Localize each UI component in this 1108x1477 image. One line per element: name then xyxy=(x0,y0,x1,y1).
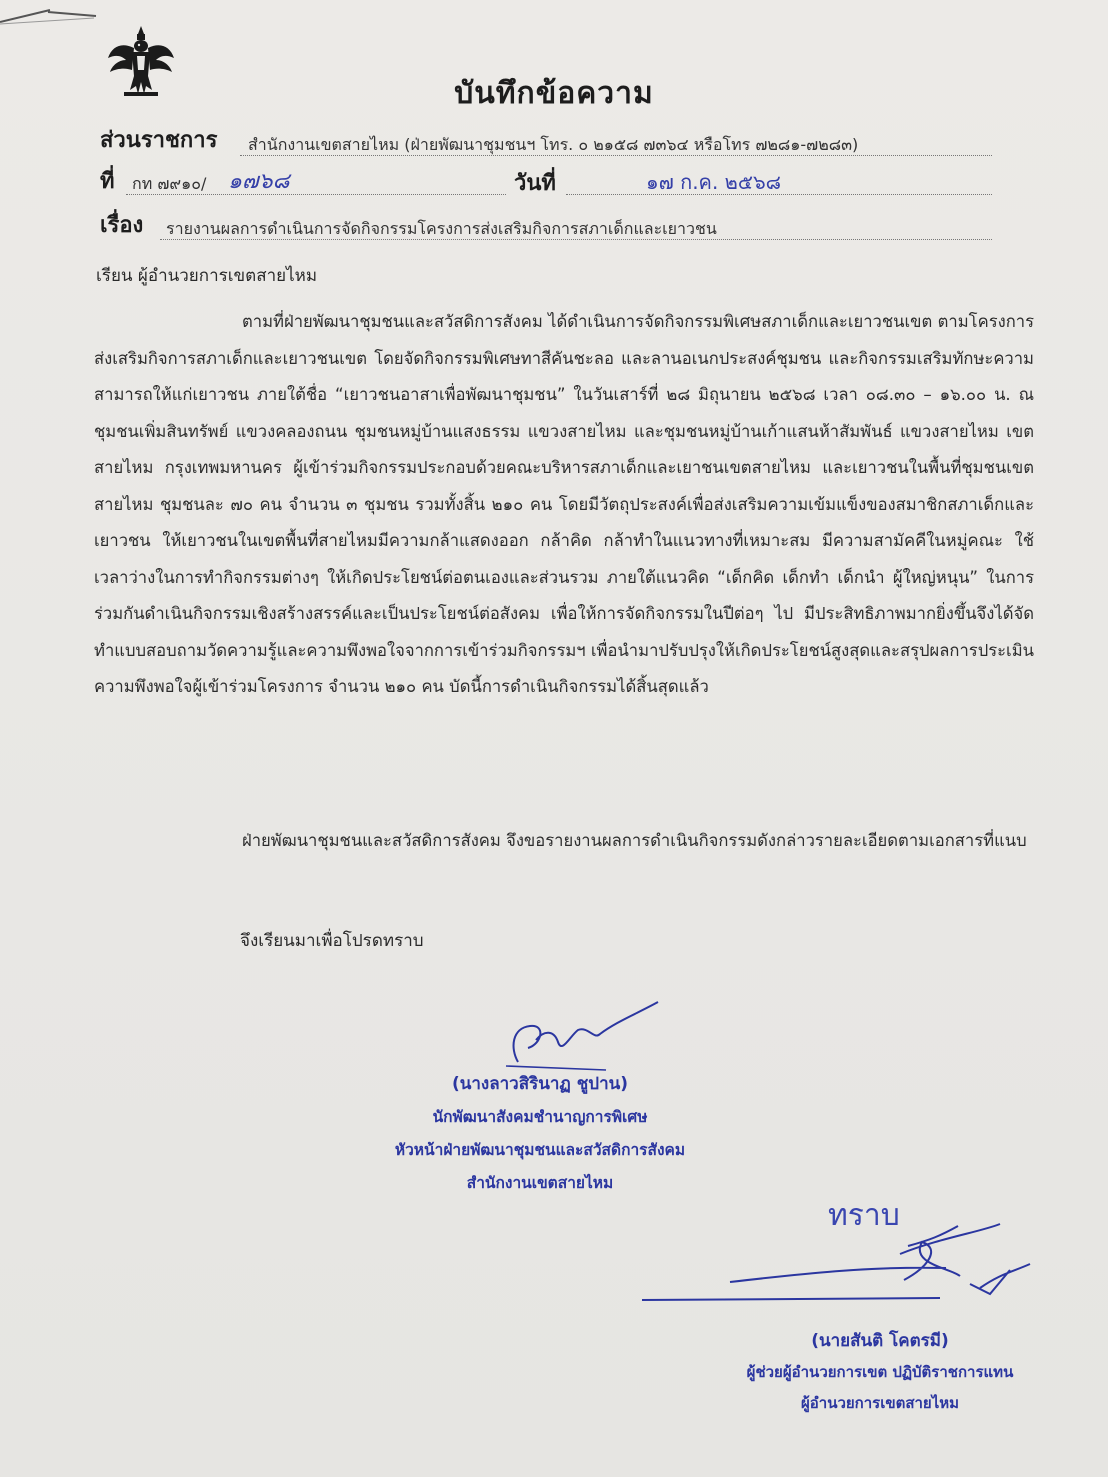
body-paragraph-2: ฝ่ายพัฒนาชุมชนและสวัสดิการสังคม จึงขอรายงานผลการดำเนินกิจกรรมดังกล่าวรายละเอียดตามเอกสารที่แนบ xyxy=(242,831,1027,850)
closing-phrase: จึงเรียนมาเพื่อโปรดทราบ xyxy=(240,931,424,951)
agency-label: ส่วนราชการ xyxy=(100,128,218,153)
signature-2-scribble xyxy=(640,1214,1040,1314)
acknowledged-handwriting: ทราบ xyxy=(828,1198,900,1233)
signatory-2-position: ผู้ช่วยผู้อำนวยการเขต ปฏิบัติราชการแทน xyxy=(746,1363,1014,1381)
signatory-2-office: ผู้อำนวยการเขตสายไหม xyxy=(800,1394,960,1412)
date-dotted-line xyxy=(566,194,992,195)
salutation: เรียน ผู้อำนวยการเขตสายไหม xyxy=(96,266,318,286)
agency-value: สำนักงานเขตสายไหม (ฝ่ายพัฒนาชุมชนฯ โทร. ๐ ๒๑๕๘ ๗๓๖๔ หรือโทร ๗๒๘๑-๗๒๘๓) xyxy=(248,135,859,154)
document-title: บันทึกข้อความ xyxy=(454,76,654,111)
body-paragraph-1: ตามที่ฝ่ายพัฒนาชุมชนและสวัสดิการสังคม ได้ดำเนินการจัดกิจกรรมพิเศษสภาเด็กและเยาวชนเขต ตามโครงการส่งเสริมกิจการสภาเด็กและเยาวชนเขต โดยจัดกิจกรรมพิเศษทาสีคันชะลอ และลานอเนกประสงค์ชุมชน และกิจกรรมเสริมทักษะความสามารถให้แก่เยาวชน ภายใต้ชื่อ “เยาวชนอาสาเพื่อพัฒนาชุมชน” ในวันเสาร์ที่ ๒๘ มิถุนายน ๒๕๖๘ เวลา ๐๘.๓๐ – ๑๖.๐๐ น. ณ ชุมชนเพิ่มสินทรัพย์ แขวงคลองถนน ชุมชนหมู่บ้านแสงธรรม แขวงสายไหม และชุมชนหมู่บ้านเก้าแสนห้าสัมพันธ์ แขวงสายไหม เขตสายไหม กรุงเทพมหานคร ผู้เข้าร่วมกิจกรรมประกอบด้วยคณะบริหารสภาเด็กและเยาชนเขตสายไหม และเยาวชนในพื้นที่ชุมชนเขตสายไหม ชุมชนละ ๗๐ คน จำนวน ๓ ชุมชน รวมทั้งสิ้น ๒๑๐ คน โดยมีวัตถุประสงค์เพื่อส่งเสริมความเข้มแข็งของสมาชิกสภาเด็กและเยาวชน ให้เยาวชนในเขตพื้นที่สายไหมมีความกล้าแสดงออก กล้าคิด กล้าทำในแนวทางที่เหมาะสม มีความสามัคคีในหมู่คณะ ใช้เวลาว่างในการทำกิจกรรมต่างๆ ให้เกิดประโยชน์ต่อตนเองและส่วนรวม ภายใต้แนวคิด “เด็กคิด เด็กทำ เด็กนำ ผู้ใหญ่หนุน” ในการร่วมกันดำเนินกิจกรรมเชิงสร้างสรรค์และเป็นประโยชน์ต่อสังคม เพื่อให้การจัดกิจกรรมในปีต่อๆ ไป มีประสิทธิภาพมากยิ่งขึ้นจึงได้จัดทำแบบสอบถามวัดความรู้และความพึงพอใจจากการเข้าร่วมกิจกรรมฯ เพื่อนำมาปรับปรุงให้เกิดประโยชน์สูงสุดและสรุปผลการประเมินความพึงพอใจผู้เข้าร่วมโครงการ จำนวน ๒๑๐ คน บัดนี้การดำเนินกิจกรรมได้สิ้นสุดแล้ว xyxy=(94,312,1035,696)
date-label: วันที่ xyxy=(514,171,556,196)
subject-label: เรื่อง xyxy=(100,213,144,238)
signatory-1-position: นักพัฒนาสังคมชำนาญการพิเศษ xyxy=(432,1108,648,1126)
staple-mark xyxy=(0,0,110,40)
agency-dotted-line xyxy=(240,155,992,156)
signatory-1-name: (นางลาวสิรินาฏ ชูปาน) xyxy=(451,1074,629,1094)
signatory-2-block xyxy=(730,1326,1030,1419)
signatory-1-block xyxy=(340,1068,740,1200)
signatory-1-role: หัวหน้าฝ่ายพัฒนาชุมชนและสวัสดิการสังคม xyxy=(394,1141,686,1159)
reference-label: ที่ xyxy=(100,169,115,194)
reference-prefix: กท ๗๙๑๐/ xyxy=(132,174,207,193)
subject-dotted-line xyxy=(160,239,992,240)
subject-value: รายงานผลการดำเนินการจัดกิจกรรมโครงการส่งเสริมกิจการสภาเด็กและเยาวชน xyxy=(166,219,717,238)
signatory-2-name: (นายสันติ โคตรมี) xyxy=(811,1331,949,1351)
date-value: ๑๗ ก.ค. ๒๕๖๘ xyxy=(646,170,782,194)
reference-dotted-line xyxy=(126,194,506,195)
signatory-1-office: สำนักงานเขตสายไหม xyxy=(466,1174,614,1192)
reference-number-handwritten: ๑๗๖๘ xyxy=(228,169,290,194)
